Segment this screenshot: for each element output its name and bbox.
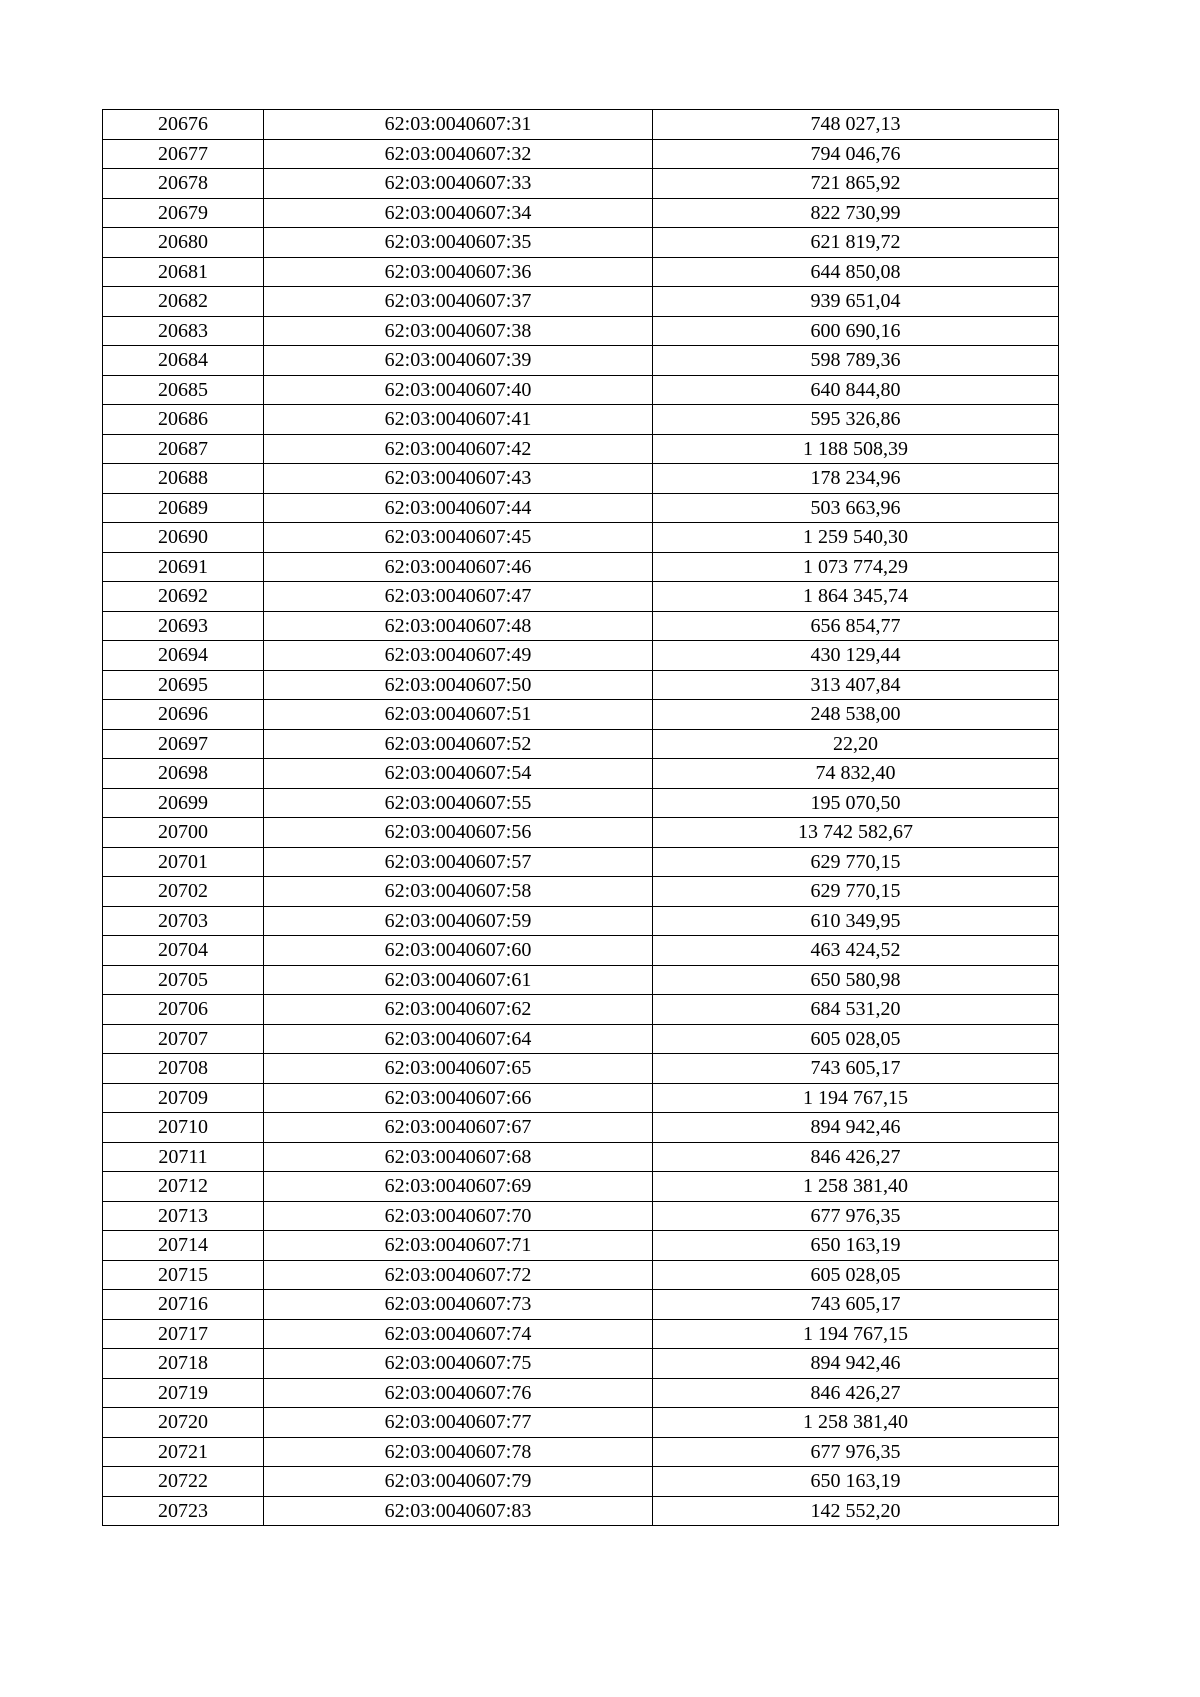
cadastral-number-cell: 62:03:0040607:69	[264, 1172, 653, 1202]
cadastral-number-cell: 62:03:0040607:52	[264, 729, 653, 759]
cadastral-value-cell: 195 070,50	[653, 788, 1059, 818]
table-row	[103, 788, 1059, 818]
cadastral-number-cell: 62:03:0040607:73	[264, 1290, 653, 1320]
row-number-cell: 20685	[103, 375, 264, 405]
table-row	[103, 434, 1059, 464]
row-number-cell: 20716	[103, 1290, 264, 1320]
cadastral-value-cell: 1 258 381,40	[653, 1172, 1059, 1202]
row-number-cell: 20681	[103, 257, 264, 287]
row-number-cell: 20705	[103, 965, 264, 995]
cadastral-number-cell: 62:03:0040607:39	[264, 346, 653, 376]
table-row	[103, 375, 1059, 405]
cadastral-number-cell: 62:03:0040607:64	[264, 1024, 653, 1054]
cadastral-number-cell: 62:03:0040607:45	[264, 523, 653, 553]
cadastral-number-cell: 62:03:0040607:74	[264, 1319, 653, 1349]
table-row	[103, 257, 1059, 287]
cadastral-number-cell: 62:03:0040607:67	[264, 1113, 653, 1143]
row-number-cell: 20714	[103, 1231, 264, 1261]
table-row	[103, 965, 1059, 995]
row-number-cell: 20722	[103, 1467, 264, 1497]
cadastral-number-cell: 62:03:0040607:54	[264, 759, 653, 789]
table-row	[103, 906, 1059, 936]
row-number-cell: 20695	[103, 670, 264, 700]
row-number-cell: 20713	[103, 1201, 264, 1231]
cadastral-value-cell: 650 580,98	[653, 965, 1059, 995]
table-row	[103, 582, 1059, 612]
table-row	[103, 936, 1059, 966]
row-number-cell: 20693	[103, 611, 264, 641]
table-row	[103, 1319, 1059, 1349]
cadastral-number-cell: 62:03:0040607:38	[264, 316, 653, 346]
cadastral-number-cell: 62:03:0040607:78	[264, 1437, 653, 1467]
table-row	[103, 818, 1059, 848]
cadastral-number-cell: 62:03:0040607:47	[264, 582, 653, 612]
cadastral-value-cell: 13 742 582,67	[653, 818, 1059, 848]
row-number-cell: 20712	[103, 1172, 264, 1202]
table-row	[103, 1054, 1059, 1084]
table-row	[103, 169, 1059, 199]
cadastral-value-cell: 74 832,40	[653, 759, 1059, 789]
table-row	[103, 877, 1059, 907]
cadastral-value-cell: 1 864 345,74	[653, 582, 1059, 612]
table-row	[103, 1260, 1059, 1290]
row-number-cell: 20707	[103, 1024, 264, 1054]
cadastral-value-cell: 650 163,19	[653, 1231, 1059, 1261]
table-row	[103, 1113, 1059, 1143]
row-number-cell: 20680	[103, 228, 264, 258]
cadastral-number-cell: 62:03:0040607:76	[264, 1378, 653, 1408]
table-row	[103, 1290, 1059, 1320]
cadastral-value-cell: 595 326,86	[653, 405, 1059, 435]
cadastral-value-cell: 605 028,05	[653, 1260, 1059, 1290]
row-number-cell: 20720	[103, 1408, 264, 1438]
table-row	[103, 1142, 1059, 1172]
row-number-cell: 20718	[103, 1349, 264, 1379]
table-row	[103, 641, 1059, 671]
cadastral-number-cell: 62:03:0040607:79	[264, 1467, 653, 1497]
cadastral-value-cell: 621 819,72	[653, 228, 1059, 258]
row-number-cell: 20708	[103, 1054, 264, 1084]
table-row	[103, 405, 1059, 435]
cadastral-number-cell: 62:03:0040607:32	[264, 139, 653, 169]
cadastral-value-cell: 894 942,46	[653, 1349, 1059, 1379]
cadastral-value-cell: 721 865,92	[653, 169, 1059, 199]
cadastral-value-cell: 650 163,19	[653, 1467, 1059, 1497]
cadastral-number-cell: 62:03:0040607:42	[264, 434, 653, 464]
cadastral-value-cell: 743 605,17	[653, 1290, 1059, 1320]
table-row	[103, 287, 1059, 317]
cadastral-number-cell: 62:03:0040607:59	[264, 906, 653, 936]
cadastral-value-cell: 640 844,80	[653, 375, 1059, 405]
table-row	[103, 995, 1059, 1025]
row-number-cell: 20701	[103, 847, 264, 877]
cadastral-value-cell: 629 770,15	[653, 877, 1059, 907]
cadastral-value-cell: 1 194 767,15	[653, 1083, 1059, 1113]
table-row	[103, 847, 1059, 877]
cadastral-value-cell: 822 730,99	[653, 198, 1059, 228]
cadastral-number-cell: 62:03:0040607:70	[264, 1201, 653, 1231]
row-number-cell: 20706	[103, 995, 264, 1025]
row-number-cell: 20717	[103, 1319, 264, 1349]
row-number-cell: 20698	[103, 759, 264, 789]
row-number-cell: 20719	[103, 1378, 264, 1408]
cadastral-value-cell: 600 690,16	[653, 316, 1059, 346]
cadastral-number-cell: 62:03:0040607:77	[264, 1408, 653, 1438]
cadastral-number-cell: 62:03:0040607:75	[264, 1349, 653, 1379]
table-row	[103, 1231, 1059, 1261]
table-row	[103, 139, 1059, 169]
row-number-cell: 20684	[103, 346, 264, 376]
table-row	[103, 1408, 1059, 1438]
cadastral-number-cell: 62:03:0040607:65	[264, 1054, 653, 1084]
cadastral-value-table	[102, 109, 1059, 1526]
cadastral-value-cell: 748 027,13	[653, 110, 1059, 140]
row-number-cell: 20687	[103, 434, 264, 464]
table-row	[103, 1172, 1059, 1202]
cadastral-number-cell: 62:03:0040607:33	[264, 169, 653, 199]
row-number-cell: 20694	[103, 641, 264, 671]
cadastral-value-cell: 142 552,20	[653, 1496, 1059, 1526]
table-row	[103, 1024, 1059, 1054]
cadastral-number-cell: 62:03:0040607:56	[264, 818, 653, 848]
table-row	[103, 670, 1059, 700]
row-number-cell: 20700	[103, 818, 264, 848]
table-row	[103, 759, 1059, 789]
row-number-cell: 20699	[103, 788, 264, 818]
row-number-cell: 20702	[103, 877, 264, 907]
row-number-cell: 20690	[103, 523, 264, 553]
cadastral-number-cell: 62:03:0040607:71	[264, 1231, 653, 1261]
cadastral-number-cell: 62:03:0040607:31	[264, 110, 653, 140]
table-row	[103, 198, 1059, 228]
row-number-cell: 20692	[103, 582, 264, 612]
cadastral-number-cell: 62:03:0040607:41	[264, 405, 653, 435]
cadastral-value-cell: 22,20	[653, 729, 1059, 759]
table-row	[103, 1496, 1059, 1526]
cadastral-value-cell: 743 605,17	[653, 1054, 1059, 1084]
cadastral-value-cell: 684 531,20	[653, 995, 1059, 1025]
row-number-cell: 20682	[103, 287, 264, 317]
cadastral-value-cell: 629 770,15	[653, 847, 1059, 877]
table-row	[103, 1467, 1059, 1497]
cadastral-value-cell: 1 258 381,40	[653, 1408, 1059, 1438]
table-row	[103, 1437, 1059, 1467]
cadastral-value-cell: 794 046,76	[653, 139, 1059, 169]
row-number-cell: 20697	[103, 729, 264, 759]
row-number-cell: 20723	[103, 1496, 264, 1526]
table-row	[103, 611, 1059, 641]
row-number-cell: 20696	[103, 700, 264, 730]
row-number-cell: 20686	[103, 405, 264, 435]
cadastral-number-cell: 62:03:0040607:58	[264, 877, 653, 907]
table-row	[103, 110, 1059, 140]
cadastral-number-cell: 62:03:0040607:48	[264, 611, 653, 641]
cadastral-value-cell: 1 259 540,30	[653, 523, 1059, 553]
cadastral-number-cell: 62:03:0040607:57	[264, 847, 653, 877]
row-number-cell: 20715	[103, 1260, 264, 1290]
cadastral-number-cell: 62:03:0040607:60	[264, 936, 653, 966]
cadastral-value-cell: 894 942,46	[653, 1113, 1059, 1143]
cadastral-value-cell: 656 854,77	[653, 611, 1059, 641]
cadastral-value-cell: 313 407,84	[653, 670, 1059, 700]
row-number-cell: 20683	[103, 316, 264, 346]
cadastral-value-cell: 605 028,05	[653, 1024, 1059, 1054]
row-number-cell: 20688	[103, 464, 264, 494]
table-row	[103, 1083, 1059, 1113]
cadastral-number-cell: 62:03:0040607:34	[264, 198, 653, 228]
cadastral-value-cell: 598 789,36	[653, 346, 1059, 376]
cadastral-number-cell: 62:03:0040607:83	[264, 1496, 653, 1526]
cadastral-value-cell: 430 129,44	[653, 641, 1059, 671]
cadastral-number-cell: 62:03:0040607:46	[264, 552, 653, 582]
cadastral-number-cell: 62:03:0040607:40	[264, 375, 653, 405]
cadastral-number-cell: 62:03:0040607:72	[264, 1260, 653, 1290]
cadastral-number-cell: 62:03:0040607:55	[264, 788, 653, 818]
table-row	[103, 228, 1059, 258]
cadastral-value-cell: 939 651,04	[653, 287, 1059, 317]
cadastral-number-cell: 62:03:0040607:43	[264, 464, 653, 494]
table-body	[103, 110, 1059, 1526]
cadastral-value-cell: 503 663,96	[653, 493, 1059, 523]
cadastral-number-cell: 62:03:0040607:61	[264, 965, 653, 995]
table-row	[103, 316, 1059, 346]
cadastral-number-cell: 62:03:0040607:44	[264, 493, 653, 523]
cadastral-value-cell: 610 349,95	[653, 906, 1059, 936]
table-row	[103, 1378, 1059, 1408]
row-number-cell: 20678	[103, 169, 264, 199]
cadastral-value-cell: 1 188 508,39	[653, 434, 1059, 464]
cadastral-value-cell: 677 976,35	[653, 1437, 1059, 1467]
table-row	[103, 464, 1059, 494]
row-number-cell: 20711	[103, 1142, 264, 1172]
row-number-cell: 20676	[103, 110, 264, 140]
cadastral-value-cell: 463 424,52	[653, 936, 1059, 966]
row-number-cell: 20709	[103, 1083, 264, 1113]
cadastral-number-cell: 62:03:0040607:36	[264, 257, 653, 287]
cadastral-value-cell: 846 426,27	[653, 1378, 1059, 1408]
table-row	[103, 1201, 1059, 1231]
cadastral-value-cell: 1 194 767,15	[653, 1319, 1059, 1349]
cadastral-number-cell: 62:03:0040607:62	[264, 995, 653, 1025]
row-number-cell: 20679	[103, 198, 264, 228]
table-row	[103, 552, 1059, 582]
row-number-cell: 20677	[103, 139, 264, 169]
cadastral-number-cell: 62:03:0040607:51	[264, 700, 653, 730]
table-row	[103, 493, 1059, 523]
row-number-cell: 20710	[103, 1113, 264, 1143]
cadastral-value-cell: 644 850,08	[653, 257, 1059, 287]
table-row	[103, 700, 1059, 730]
cadastral-value-cell: 248 538,00	[653, 700, 1059, 730]
row-number-cell: 20721	[103, 1437, 264, 1467]
cadastral-number-cell: 62:03:0040607:49	[264, 641, 653, 671]
row-number-cell: 20689	[103, 493, 264, 523]
cadastral-value-cell: 677 976,35	[653, 1201, 1059, 1231]
row-number-cell: 20691	[103, 552, 264, 582]
cadastral-value-cell: 846 426,27	[653, 1142, 1059, 1172]
cadastral-number-cell: 62:03:0040607:68	[264, 1142, 653, 1172]
row-number-cell: 20704	[103, 936, 264, 966]
table-row	[103, 346, 1059, 376]
cadastral-value-cell: 178 234,96	[653, 464, 1059, 494]
cadastral-value-cell: 1 073 774,29	[653, 552, 1059, 582]
cadastral-number-cell: 62:03:0040607:35	[264, 228, 653, 258]
table-row	[103, 729, 1059, 759]
cadastral-number-cell: 62:03:0040607:66	[264, 1083, 653, 1113]
table-row	[103, 1349, 1059, 1379]
cadastral-number-cell: 62:03:0040607:50	[264, 670, 653, 700]
table-row	[103, 523, 1059, 553]
cadastral-number-cell: 62:03:0040607:37	[264, 287, 653, 317]
row-number-cell: 20703	[103, 906, 264, 936]
